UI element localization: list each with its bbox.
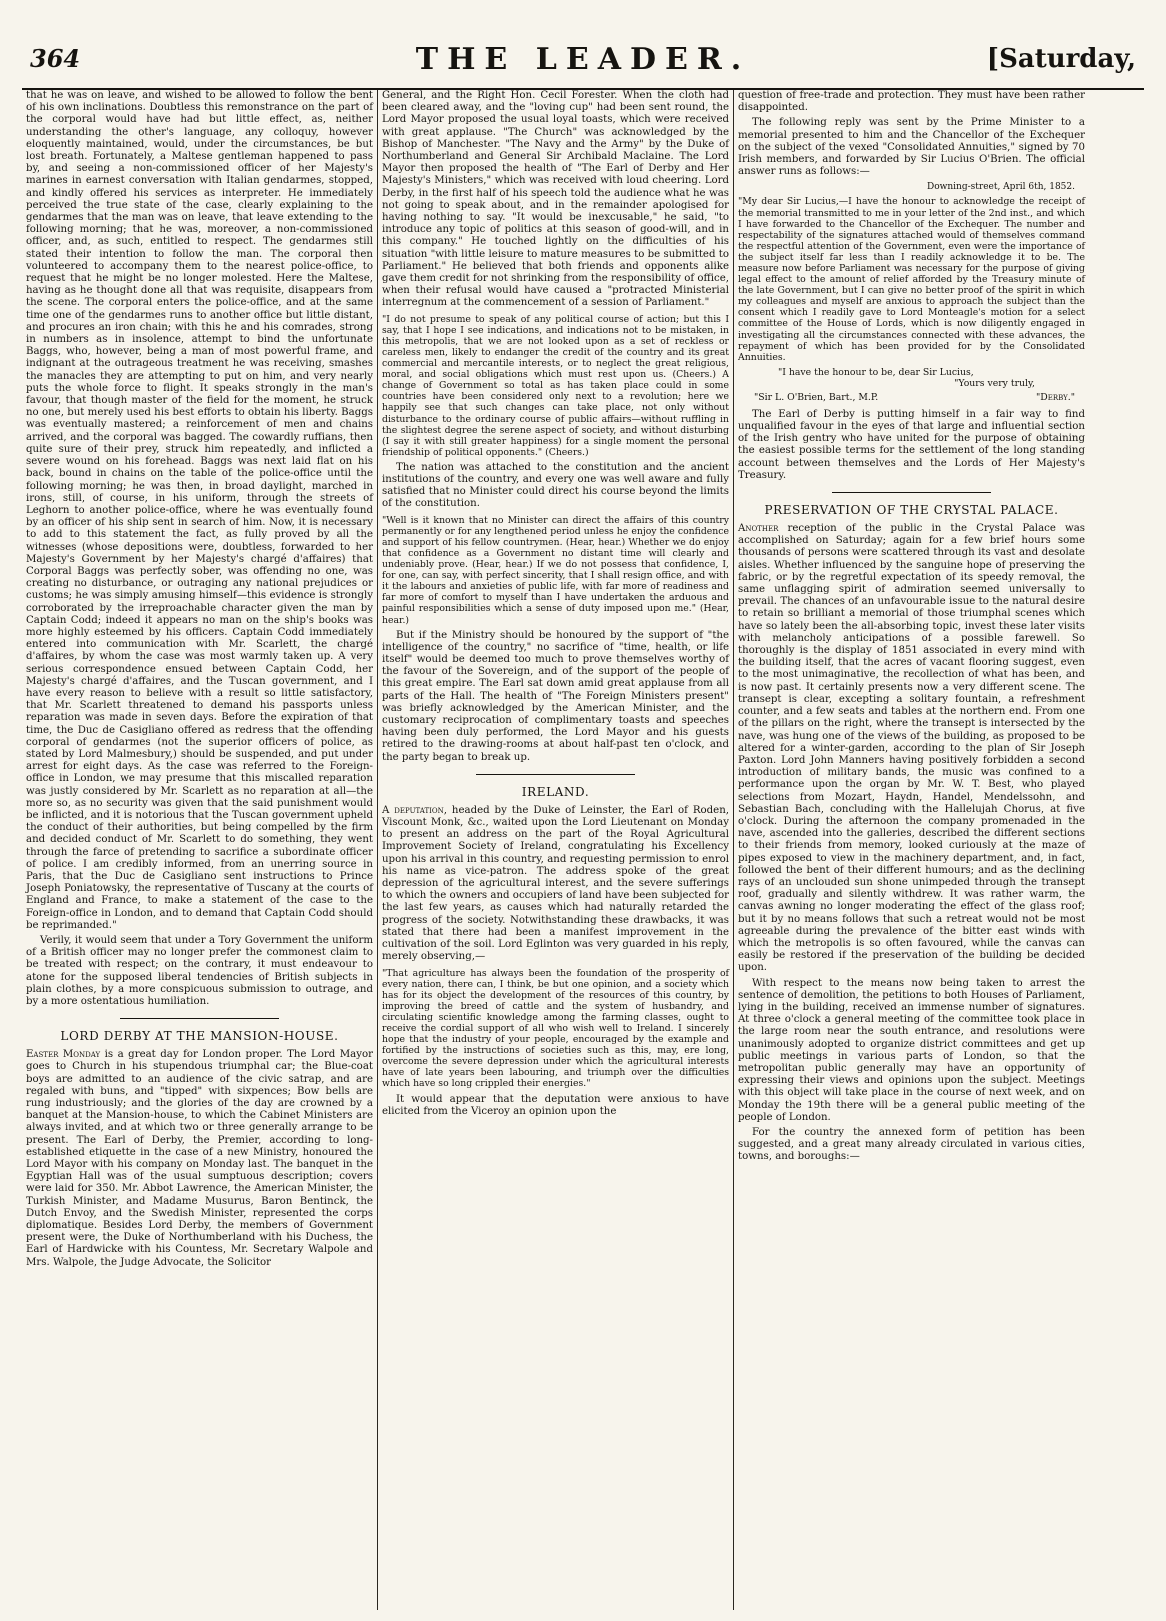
section-divider <box>476 774 636 775</box>
lead-in: A deputation, <box>382 804 447 816</box>
article-paragraph <box>382 805 729 964</box>
letter-signature-row <box>738 392 1085 403</box>
paragraph-text: is a great day for London proper. The Lord Mayor goes to Church in his stupendous triumphal car; the Blue-coat boys are admitted to an audience of the civic satrap, and are regaled with buns, and "tipped" with sixpences; Bow bells are rung industriously; and the glories of the day are crowned by a banquet at the Mansion-house, to which the Cabinet Ministers are always invited, and at which two or three generally arrange to be present. The Earl of Derby, the Premier, according to long-established etiquette in the case of a new Ministry, honoured the Lord Mayor with his company on Monday last. The banquet in the Egyptian Hall was of the usual sumptuous description; covers were laid for 350. Mr. Abbot Lawrence, the American Minister, the Turkish Minister, and Madame Musurus, Baron Bentinck, the Dutch Envoy, and the Swedish Minister, represented the corps diplomatique. Besides Lord Derby, the members of Government present were, the Duke of Northumberland with his Duchess, the Earl of Hardwicke with his Countess, Mr. Secretary Walpole and Mrs. Walpole, the Judge Advocate, the Solicitor <box>26 1049 374 1268</box>
article-paragraph <box>738 523 1085 975</box>
closing-line: "Yours very truly, <box>954 377 1035 389</box>
page-number: 364 <box>30 44 81 73</box>
issue-day: [Saturday, <box>986 44 1136 74</box>
quoted-speech: "Well is it known that no Minister can direct the affairs of this country permanently or for any lengthened period unless he enjoy the confidence and support of his fellow countrymen. (Hear, hear.) Whether we do enjoy that confidence as a Government no distant time will clearly and undeniably prove. (Hear, hear.) If we do not possess that confidence, I, for one, can say, with perfect sincerity, that I shall resign office, and with it the labours and anxieties of public life, with far more of readiness and far more of comfort to myself than I have undertaken the arduous and painful responsibilities which a sense of duty imposed upon me." (Hear, hear.) <box>382 514 729 626</box>
section-heading-lord-derby: LORD DERBY AT THE MANSION-HOUSE. <box>60 1029 339 1044</box>
masthead <box>22 42 1144 90</box>
article-paragraph: But if the Ministry should be honoured by the support of "the intelligence of the country," no sacrifice of "time, health, or life itself" would be deemed too much to prove themselves worthy of the favour of the Sovereign, and of the support of the people of this great empire. The Earl sat down amid great applause from all parts of the Hall. The health of "The Foreign Ministers present" was briefly acknowledged by the American Minister, and the customary reciprocation of complimentary toasts and speeches having been duly performed, the Lord Mayor and his guests retired to the drawing-rooms at about half-past ten o'clock, and the party began to break up. <box>382 629 729 763</box>
lead-in: Easter Monday <box>26 1049 101 1061</box>
article-paragraph: The nation was attached to the constitution and the ancient institutions of the country, and every one was well aware and fully satisfied that no Minister could direct his course beyond the limits of the constitution. <box>382 461 729 510</box>
article-paragraph: The following reply was sent by the Prime Minister to a memorial presented to him and the Chancellor of the Exchequer on the subject of the vexed "Consolidated Annuities," signed by 70 Irish members, and forwarded by Sir Lucius O'Brien. The official answer runs as follows:— <box>738 117 1085 178</box>
letter-signature: "Derby." <box>1036 391 1075 403</box>
letter-closing <box>738 367 1085 389</box>
column-3 <box>734 90 1089 1610</box>
article-paragraph: It would appear that the deputation were anxious to have elicited from the Viceroy an opinion upon the <box>382 1093 729 1117</box>
letter-dateline: Downing-street, April 6th, 1852. <box>927 182 1075 193</box>
article-paragraph <box>26 1049 373 1269</box>
lead-in: Another <box>738 523 779 535</box>
section-heading-crystal-palace: PRESERVATION OF THE CRYSTAL PALACE. <box>764 503 1059 518</box>
article-paragraph: General, and the Right Hon. Cecil Forester. When the cloth had been cleared away, and the "loving cup" had been sent round, the Lord Mayor proposed the usual loyal toasts, which were received with great applause. "The Church" was acknowledged by the Bishop of Manchester. "The Navy and the Army" by the Duke of Northumberland and General Sir Archibald Maclaine. The Lord Mayor then proposed the health of "The Earl of Derby and Her Majesty's Ministers," which was received with loud cheering. Lord Derby, in the first half of his speech told the audience what he was not going to speak about, and in the remainder apologised for having nothing to say. "It would be inexcusable," he said, "to introduce any topic of politics at this season of good-will, and in this company." He touched lightly on the difficulties of his situation "with little leisure to mature measures to be submitted to Parliament." He believed that both friends and opponents alike gave them credit for not shrinking from the responsibility of office, when their refusal would have caused a "protracted Ministerial interregnum at the commencement of a session of Parliament." <box>382 90 729 309</box>
section-divider <box>832 492 992 493</box>
article-paragraph: With respect to the means now being taken to arrest the sentence of demolition, the petitions to both Houses of Parliament, lying in the building, received an immense number of signatures. At three o'clock a general meeting of the committee took place in the large room near the south entrance, and resolutions were unanimously adopted to organize district committees and get up public meetings in various parts of London, so that the metropolitan public generally may have an opportunity of expressing their views and opinions upon the subject. Meetings with this object will take place in the course of next week, and on Monday the 19th there will be a general public meeting of the people of London. <box>738 977 1085 1123</box>
letter-body: "My dear Sir Lucius,—I have the honour to acknowledge the receipt of the memorial transmitted to me in your letter of the 2nd inst., and which I have forwarded to the Chancellor of the Exchequer. The number and respectability of the signatures attached would of themselves command the respectful attention of the Government, even were the importance of the subject itself far less than I readily acknowledge it to be. The measure now before Parliament was necessary for the purpose of giving legal effect to the amount of relief afforded by the Treasury minute of the late Government, but I can give no better proof of the spirit in which my colleagues and myself are anxious to approach the subject than the consent which I readily gave to Lord Monteagle's motion for a select committee of the House of Lords, which is now diligently engaged in investigating all the circumstances connected with these advances, the repayment of which has been provided for by the Consolidated Annuities. <box>738 196 1085 363</box>
column-1 <box>22 90 377 1610</box>
article-paragraph: Verily, it would seem that under a Tory Government the uniform of a British officer may no longer prefer the commonest claim to be treated with respect; on the contrary, it must endeavour to atone for the supposed liberal tendencies of British subjects in plain clothes, by a more conspicuous submission to outrage, and by a more ostentatious humiliation. <box>26 935 373 1008</box>
article-paragraph: For the country the annexed form of petition has been suggested, and a great many already circulated in various cities, towns, and boroughs:— <box>738 1127 1085 1163</box>
newspaper-title: THE LEADER. <box>415 42 751 77</box>
section-heading-ireland: IRELAND. <box>521 784 590 799</box>
columns <box>22 90 1144 1610</box>
letter-addressee: "Sir L. O'Brien, Bart., M.P. <box>754 391 879 403</box>
quoted-reply: "That agriculture has always been the foundation of the prosperity of every nation, there can, I think, be but one opinion, and a society which has for its object the development of the resources of this country, by improving the breed of cattle and the system of husbandry, and circulating scientific knowledge among the farming classes, ought to receive the cordial support of all who wish well to Ireland. I sincerely hope that the industry of your people, encouraged by the example and fortified by the instructions of societies such as this, may, ere long, overcome the severe depression under which the agricultural interests have of late years been labouring, and triumph over the difficulties which have so long crippled their energies." <box>382 967 729 1090</box>
article-paragraph: The Earl of Derby is putting himself in a fair way to find unqualified favour in the eyes of that large and influential section of the Irish gentry who have united for the purpose of obtaining the easiest possible terms for the settlement of the long standing account between themselves and the Lords of Her Majesty's Treasury. <box>738 408 1085 481</box>
quoted-speech: "I do not presume to speak of any political course of action; but this I say, that I hope I see indications, and indications not to be mistaken, in this metropolis, that we are not looked upon as a set of reckless or careless men, likely to endanger the credit of the country and its great commercial and mercantile interests, or to neglect the great religious, moral, and social obligations which must rest upon us. (Cheers.) A change of Government so total as has taken place could in some countries have been considered only next to a revolution; here we happily see that such changes can take place, not only without disturbance to the ordinary course of public affairs—without ruffling in the slightest degree the serene aspect of society, and without disturbing (I say it with still greater happiness) for a single moment the personal friendship of political opponents." (Cheers.) <box>382 313 729 458</box>
column-2 <box>378 90 733 1610</box>
paragraph-text: reception of the public in the Crystal Palace was accomplished on Saturday; again for a few brief hours some thousands of persons were scattered through its vast and desolate aisles. Whether influenced by the sanguine hope of preserving the fabric, or by the regretful expectation of its speedy removal, the same unflagging spirit of admiration seemed universally to prevail. The chances of an unfavourable issue to the natural desire to retain so brilliant a memorial of those triumphal scenes which have so lately been the all-absorbing topic, invest these later visits with melancholy anticipations of a possible farewell. So thoroughly is the display of 1851 associated in every mind with the building itself, that the acres of vacant flooring suggest, even to the most unimaginative, the recollection of what has been, and is now past. It certainly presents now a very different scene. The transept is clear, excepting a solitary fountain, a refreshment counter, and a few seats and tables at the northern end. From one of the pillars on the right, where the transept is intersected by the nave, was hung one of the views of the building, as proposed to be altered for a winter-garden, according to the plan of Sir Joseph Paxton. Lord John Manners having positively forbidden a second introduction of military bands, the music was confined to a performance upon the organ by Mr. W. T. Best, who played selections from Mozart, Haydn, Handel, Mendelssohn, and Sebastian Bach, concluding with the Hallelujah Chorus, at five o'clock. During the afternoon the company promenaded in the nave, ascended into the galleries, described the different sections to their friends from memory, looked curiously at the maze of pipes exposed to view in the machinery department, and, in fact, followed the bent of their different humours; and as the declining rays of an unclouded sun shone unimpeded through the transept roof, gradually and silently withdrew. It was rather warm, the canvas awning no longer moderating the effect of the glass roof; but it by no means follows that such a retreat would not be most agreeable during the prevalence of the bitter east winds with which the metropolis is so often favoured, while the canvas can easily be restored if the preservation of the building be decided upon. <box>738 523 1085 974</box>
closing-line: "I have the honour to be, dear Sir Lucius, <box>778 366 974 378</box>
article-paragraph: that he was on leave, and wished to be allowed to follow the bent of his own inclinations. Doubtless this remonstrance on the part of the corporal would have had but little effect, as, neither understanding the other's language, any colloquy, however eloquently maintained, would, under the circumstances, be but lost breath. Fortunately, a Maltese gentleman happened to pass by, and seeing a non-commissioned officer of her Majesty's marines in earnest conversation with Italian gendarmes, stopped, and kindly offered his services as interpreter. He immediately perceived the true state of the case, clearly explaining to the gendarmes that the man was on leave, that leave extending to the following morning; that he was, moreover, a non-commissioned officer, and, as such, entitled to respect. The gendarmes still stated their intention to follow the man. The corporal then volunteered to accompany them to the nearest police-office, to request that he might be no longer molested. Here the Maltese, having as he thought done all that was requisite, disappears from the scene. The corporal enters the police-office, and at the same time one of the gendarmes runs to another office but little distant, and procures an iron chain; with this he and his comrades, strong in numbers as in insolence, attempt to bind the unfortunate Baggs, who, however, being a man of most powerful frame, and indignant at the outrageous treatment he was receiving, smashes the manacles they are attempting to put on him, and very nearly puts the whole force to flight. It speaks strongly in the man's favour, that though master of the field for the moment, he struck no one, but merely used his best efforts to obtain his liberty. Baggs was eventually mastered; a reinforcement of men and chains arrived, and the corporal was bagged. The cowardly ruffians, then quite sure of their prey, struck him repeatedly, and inflicted a severe wound on his forehead. Baggs was next laid flat on his back, bound in chains on the table of the police-office until the following morning; he was then, in broad daylight, marched in irons, still, of course, in his uniform, through the streets of Leghorn to another police-office, where he was eventually found by an officer of his ship sent in search of him. Now, it is necessary to add to this statement the fact, as fully proved by all the witnesses (whose depositions were, doubtless, forwarded to her Majesty's Government by her Majesty's chargé d'affaires) that Corporal Baggs was perfectly sober, was offending no one, was creating no disturbance, or outraging any national prejudices or customs; he was simply amusing himself—this evidence is strongly corroborated by the irreproachable character given the man by Captain Codd; indeed it appears no man on the ship's books was more highly esteemed by his officers. Captain Codd immediately entered into communication with Mr. Scarlett, the chargé d'affaires, by whom the case was most warmly taken up. A very serious correspondence ensued between Captain Codd, her Majesty's chargé d'affaires, and the Tuscan government, and I have every reason to believe with a result so little satisfactory, that Mr. Scarlett threatened to demand his passports unless reparation was made in seven days. Before the expiration of that time, the Duc de Casigliano offered as redress that the offending corporal of gendarmes (not the superior officers of police, as stated by Lord Malmesbury,) should be suspended, and put under arrest for eight days. As the case was referred to the Foreign-office in London, we may presume that this miscalled reparation was justly considered by Mr. Scarlett as no reparation at all—the more so, as no security was given that the said punishment would be inflicted, and it is notorious that the Tuscan government upheld the conduct of their authorities, but being compelled by the firm and decided conduct of Mr. Scarlett to do something, they went through the farce of pretending to sacrifice a subordinate officer of police. I am credibly informed, from an unerring source in Paris, that the Duc de Casigliano sent instructions to Prince Joseph Poniatowsky, the representative of Tuscany at the courts of England and France, to make a statement of the case to the Foreign-office in London, and to demand that Captain Codd should be reprimanded." <box>26 90 373 931</box>
article-paragraph: question of free-trade and protection. They must have been rather disappointed. <box>738 90 1085 114</box>
section-divider <box>120 1018 280 1019</box>
paragraph-text: headed by the Duke of Leinster, the Earl of Roden, Viscount Monk, &c., waited upon the Lord Lieutenant on Monday to present an address on the part of the Royal Agricultural Improvement Society of Ireland, congratulating his Excellency upon his arrival in this country, and requesting permission to enrol his name as vice-patron. The address spoke of the great depression of the agricultural interest, and the severe sufferings to which the owners and occupiers of land have been subjected for the last few years, as causes which had naturally retarded the progress of the society. Notwithstanding these drawbacks, it was stated that there had been a manifest improvement in the cultivation of the soil. Lord Eglinton was very guarded in his reply, merely observing,— <box>382 804 729 963</box>
